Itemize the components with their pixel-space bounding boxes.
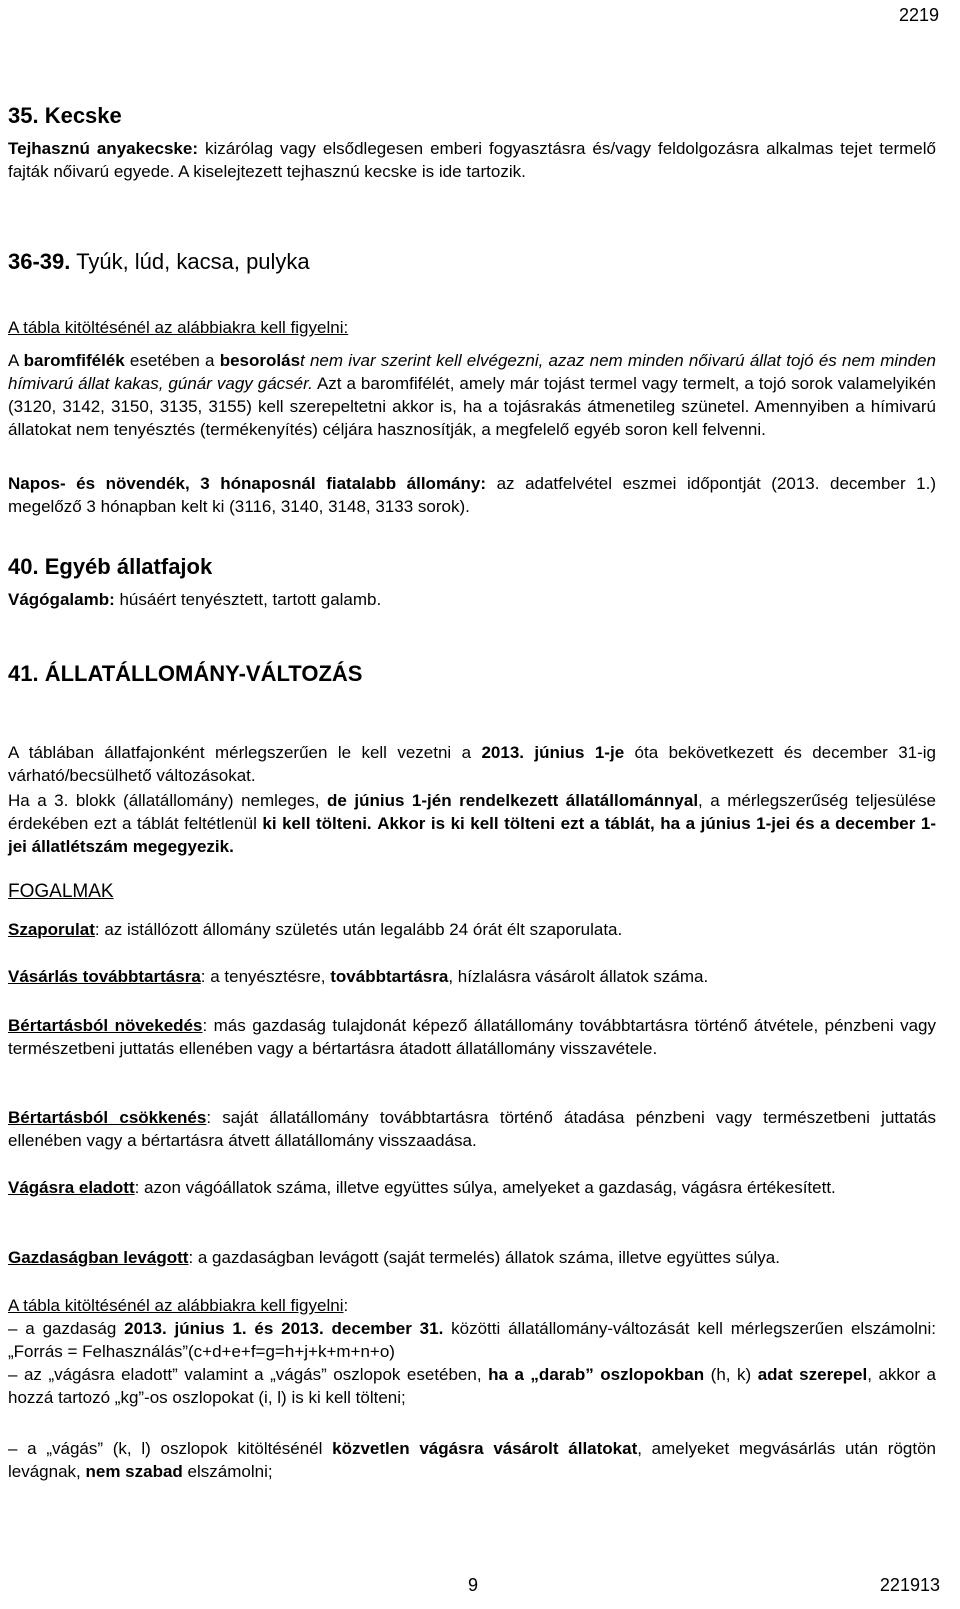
notes-bullet-1: [8, 1317, 936, 1363]
text-span: : a gazdaságban levágott (saját termelés) állatok száma, illetve együttes súlya.: [188, 1248, 780, 1267]
section-36-39-number: 36-39.: [8, 249, 71, 274]
definition-vagasra-eladott: [8, 1176, 936, 1199]
text-span: húsáért tenyésztett, tartott galamb.: [114, 590, 382, 609]
text-span: : azon vágóállatok száma, illetve együttes súlya, amelyeket a gazdaság, vágásra értékesített.: [134, 1178, 836, 1197]
footer-document-code: 221913: [879, 1575, 940, 1595]
term-besorolas: besorolás: [219, 351, 301, 370]
section-41-title: [8, 661, 362, 687]
text-span: óta bekövetkezett és december 31-ig várható/becsülhető változásokat.: [8, 743, 937, 785]
definition-vasarlas: [8, 965, 936, 988]
notes-title: [8, 1294, 936, 1317]
section-36-39-title: [8, 249, 310, 275]
text-span: , akkor a hozzá tartozó „kg”-os oszlopokat (i, l) is ki kell tölteni;: [8, 1365, 936, 1407]
text-span: , amelyeket megvásárlás után rögtön levágnak,: [8, 1439, 936, 1481]
text-span-bold: 2013. június 1-je: [481, 743, 625, 762]
section-40-number: 40.: [8, 554, 39, 579]
text-span: , a mérlegszerűség teljesülése érdekében ezt a táblát feltétlenül: [8, 791, 936, 833]
section-40-paragraph: [8, 588, 936, 611]
notes-bullet-2: [8, 1363, 936, 1409]
text-span-bold: adat szerepel: [757, 1365, 868, 1384]
term-vagogalamb: Vágógalamb:: [8, 590, 115, 609]
section-35-paragraph: [8, 137, 936, 183]
footer-page-number: 9: [468, 1575, 479, 1595]
text-span-bold: ha a „darab” oszlopokban: [488, 1365, 705, 1384]
term-tejhasznu-anyakecske: Tejhasznú anyakecske:: [8, 139, 198, 158]
section-41-number: 41.: [8, 661, 39, 686]
text-span: – az „vágásra eladott” valamint a „vágás” oszlopok esetében,: [8, 1365, 489, 1384]
term-bertartasbol-csokkenes: Bértartásból csökkenés: [8, 1108, 207, 1127]
section-36-39-subtitle: A tábla kitöltésénél az alábbiakra kell figyelni:: [8, 318, 349, 337]
term-vasarlas-tovabbtartasra: Vásárlás továbbtartásra: [8, 967, 201, 986]
section-41-paragraph-1: [8, 741, 936, 787]
text-span: Ha a 3. blokk (állatállomány) nemleges,: [8, 791, 328, 810]
text-span: : más gazdaság tulajdonát képező állatállomány továbbtartásra történő átvétele, pénzbeni vagy természetbeni juttatás ellenében vagy a bértartásra átadott állatállomány visszavétele.: [8, 1016, 936, 1058]
section-35-title: 35. Kecske: [8, 103, 122, 128]
text-span: A táblában állatfajonként mérlegszerűen le kell vezetni a: [8, 743, 482, 762]
section-36-39-heading: Tyúk, lúd, kacsa, pulyka: [70, 249, 310, 274]
text-span: : a tenyésztésre,: [200, 967, 331, 986]
section-40-title: [8, 554, 212, 580]
text-span-bold: Akkor is ki kell tölteni ezt a táblát, ha a június 1-jei és a december 1-jei állatlétszám megegyezik.: [8, 814, 937, 856]
section-36-39-paragraph-2: [8, 472, 936, 518]
text-span: Azt a baromfifélét, amely már tojást termel vagy termelt, a tojó sorok valamelyikén (3120, 3142, 3150, 3135, 3155) kell szerepeltetni akkor is, ha a tojásrakás átmenetileg szünetel.: [8, 374, 936, 416]
notes-title-text: A tábla kitöltésénél az alábbiakra kell figyelni: [8, 1296, 344, 1315]
text-span: – a gazdaság: [8, 1319, 125, 1338]
text-span: , hízlalásra vásárolt állatok száma.: [448, 967, 709, 986]
text-span: elszámolni;: [182, 1462, 273, 1481]
term-vagasra-eladott: Vágásra eladott: [8, 1178, 135, 1197]
section-36-39-paragraph-1: [8, 349, 936, 441]
term-gazdasagban-levagott: Gazdaságban levágott: [8, 1248, 189, 1267]
text-span: A: [8, 351, 24, 370]
section-41-paragraph-2: [8, 789, 936, 858]
text-span-bold: nem szabad: [85, 1462, 183, 1481]
text-span: – a „vágás” (k, l) oszlopok kitöltésénél: [8, 1439, 333, 1458]
text-span-bold: ki kell tölteni.: [262, 814, 372, 833]
text-span: : az istállózott állomány születés után legalább 24 órát élt szaporulata.: [94, 920, 623, 939]
text-span: közötti állatállomány-változását kell mérlegszerűen elszámolni: „Forrás = Felhasználás”(c+d+e+f=g=h+j+k+m+n+o): [8, 1319, 937, 1361]
term-bertartasbol-novekedes: Bértartásból növekedés: [8, 1016, 203, 1035]
text-span: esetében a: [124, 351, 220, 370]
definition-szaporulat: [8, 918, 936, 941]
text-span: (h, k): [704, 1365, 758, 1384]
text-span: : saját állatállomány továbbtartásra történő átadása pénzbeni vagy természetbeni juttatás ellenében vagy a bértartásra átvett állatállomány visszaadása.: [8, 1108, 936, 1150]
definition-bertartas-csokkenes: [8, 1106, 936, 1152]
notes-bullet-3: [8, 1437, 936, 1483]
definition-bertartas-novekedes: [8, 1014, 936, 1060]
text-span-bold: de június 1-jén rendelkezett állatállománnyal: [327, 791, 699, 810]
definition-gazdasagban-levagott: [8, 1246, 936, 1269]
text-span-italic: t nem ivar szerint kell elvégezni, azaz nem minden nőivarú állat tojó és nem minden hímivarú állat kakas, gúnár vagy gácsér.: [8, 351, 937, 393]
notes-title-colon: :: [343, 1296, 349, 1315]
text-span-bold: közvetlen vágásra vásárolt állatokat: [332, 1439, 638, 1458]
section-41-heading: ÁLLATÁLLOMÁNY-VÁLTOZÁS: [38, 661, 363, 686]
text-span: Amennyiben a hímivarú állatokat nem tenyésztés (termékenyítés) céljára hasznosítják, a megfelelő egyéb soron kell felvenni.: [8, 397, 936, 439]
term-szaporulat: Szaporulat: [8, 920, 95, 939]
fogalmak-title: FOGALMAK: [8, 881, 114, 902]
section-40-heading: Egyéb állatfajok: [38, 554, 213, 579]
text-span: az adatfelvétel eszmei időpontját (2013. december 1.) megelőző 3 hónapban kelt ki (3116, 3140, 3148, 3133 sorok).: [8, 474, 936, 516]
term-baromfifelek: baromfifélék: [23, 351, 125, 370]
text-span-bold: 2013. június 1. és 2013. december 31.: [124, 1319, 444, 1338]
text-span-bold: továbbtartásra: [330, 967, 449, 986]
term-napos-novendek: Napos- és növendék, 3 hónaposnál fiatalabb állomány:: [8, 474, 487, 493]
page-number: 2219: [898, 5, 939, 25]
section-35-text: kizárólag vagy elsődlegesen emberi fogyasztásra és/vagy feldolgozásra alkalmas tejet termelő fajták nőivarú egyede. A kiselejtezett tejhasznú kecske is ide tartozik.: [8, 139, 936, 181]
